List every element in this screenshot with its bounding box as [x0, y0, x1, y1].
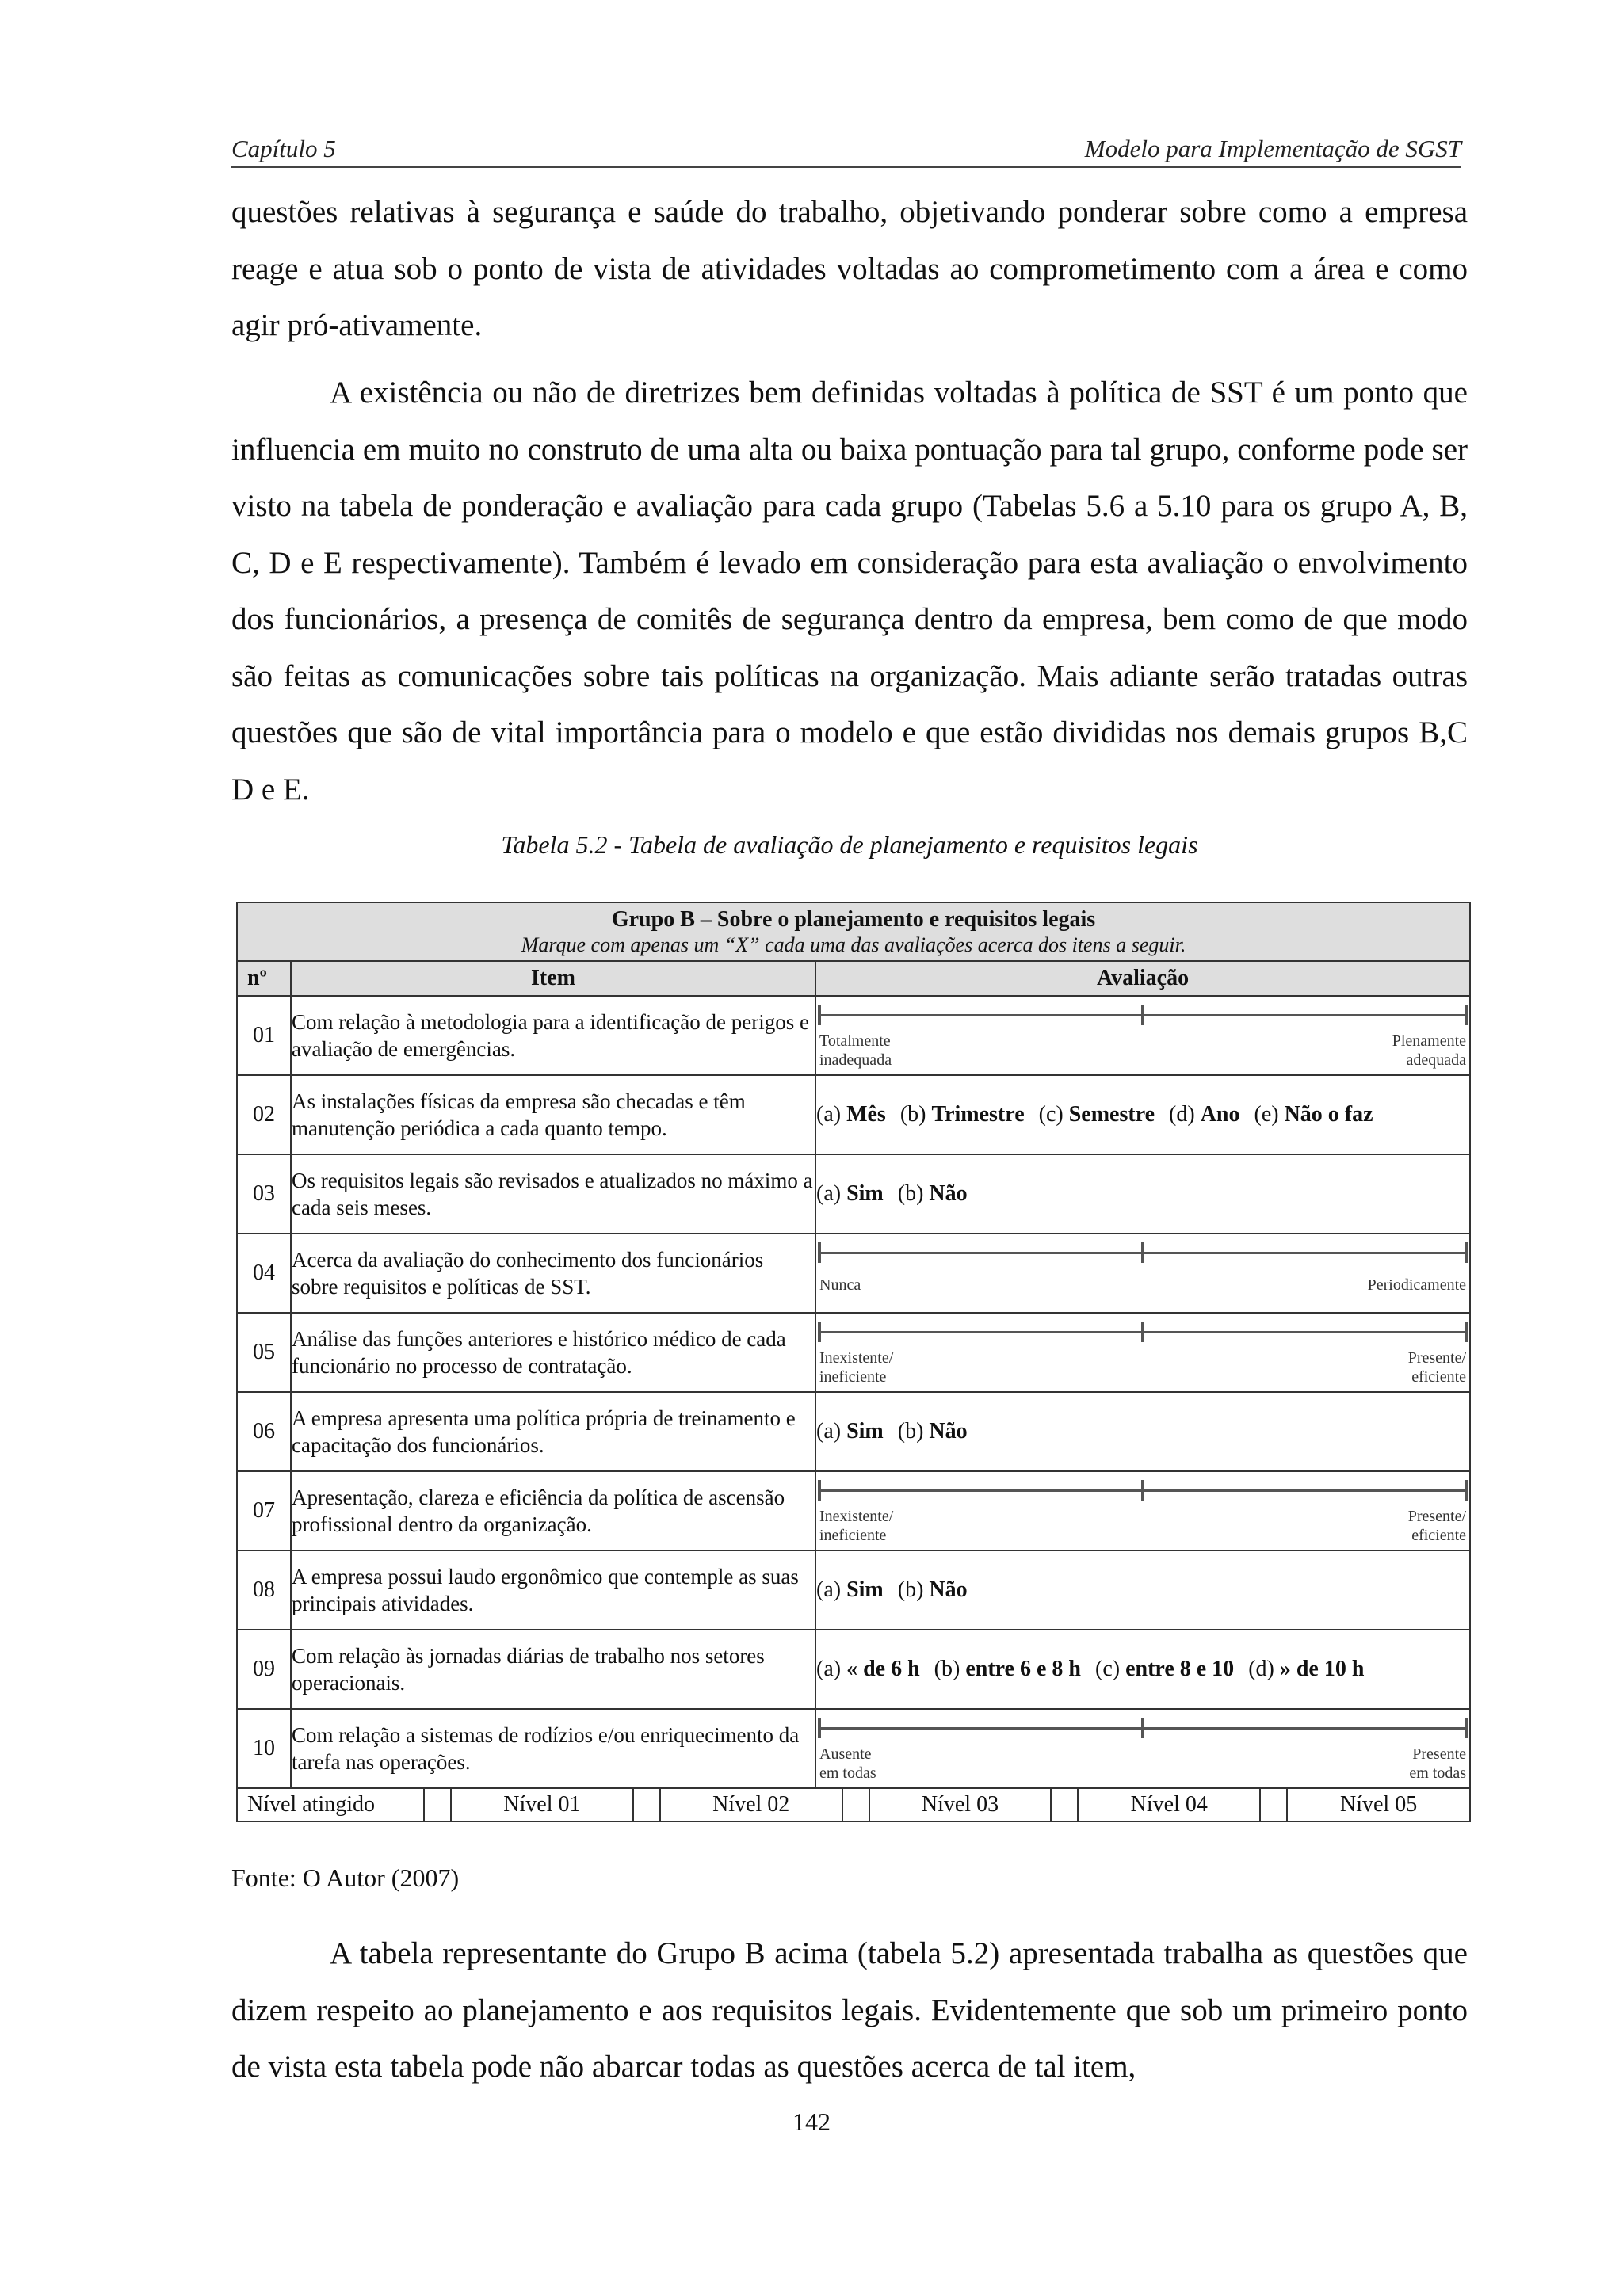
scale-tick-middle	[1141, 1718, 1144, 1738]
scale-tick-left	[818, 1480, 821, 1501]
row-item-text: Os requisitos legais são revisados e atualizados no máximo a cada seis meses.	[291, 1154, 815, 1234]
option[interactable]: (c) Semestre	[1038, 1102, 1155, 1127]
scale-tick-right	[1465, 1005, 1468, 1025]
table-row	[237, 1709, 1470, 1788]
level-checkbox[interactable]	[842, 1789, 869, 1821]
option[interactable]: (a) Sim	[816, 1577, 884, 1602]
option-list	[816, 1102, 1469, 1127]
scale-tick-left	[818, 1005, 821, 1025]
level-checkbox[interactable]	[424, 1789, 451, 1821]
row-evaluation	[815, 1075, 1470, 1154]
table-row	[237, 1550, 1470, 1630]
scale-label-high: Periodicamente	[1367, 1276, 1467, 1294]
row-number: 06	[237, 1392, 291, 1471]
option[interactable]: (a) Sim	[816, 1419, 884, 1444]
row-number: 01	[237, 996, 291, 1075]
option[interactable]: (c) entre 8 e 10	[1095, 1657, 1235, 1681]
paragraph-2: A existência ou não de diretrizes bem definidas voltadas à política de SST é um ponto que influencia em muito no construto de uma alta ou baixa pontuação para tal grupo, conforme pode ser visto na tabela de ponderação e avaliação para cada grupo (Tabelas 5.6 a 5.10 para os grupo A, B, C, D e E respectivamente). Também é levado em consideração para esta avaliação o envolvimento dos funcionários, a presença de comitês de segurança dentro da empresa, bem como de que modo são feitas as comunicações sobre tais políticas na organização. Mais adiante serão tratadas outras questões que são de vital importância para o modelo e que estão divididas nos demais grupos B,C D e E.	[231, 376, 1468, 807]
row-evaluation	[815, 1550, 1470, 1630]
table-row	[237, 1471, 1470, 1550]
level-checkbox[interactable]	[1051, 1789, 1078, 1821]
page-number: 142	[792, 2107, 831, 2136]
table-instructions: Marque com apenas um “X” cada uma das avaliações acerca dos itens a seguir.	[521, 933, 1186, 956]
row-number: 04	[237, 1234, 291, 1313]
row-evaluation	[815, 1392, 1470, 1471]
row-evaluation	[815, 1313, 1470, 1392]
column-header-item: Item	[291, 961, 815, 996]
row-evaluation	[815, 1630, 1470, 1709]
option[interactable]: (a) « de 6 h	[816, 1657, 920, 1681]
option[interactable]: (a) Sim	[816, 1181, 884, 1206]
table-row	[237, 1075, 1470, 1154]
scale-label-low: Inexistente/ ineficiente	[819, 1349, 894, 1386]
scale-label-low: Totalmente inadequada	[819, 1032, 892, 1069]
row-number: 07	[237, 1471, 291, 1550]
row-item-text: A empresa apresenta uma política própria de treinamento e capacitação dos funcionários.	[291, 1392, 815, 1471]
level-checkbox[interactable]	[1260, 1789, 1287, 1821]
level-checkbox[interactable]	[633, 1789, 660, 1821]
rating-scale[interactable]	[816, 1234, 1469, 1312]
row-number: 10	[237, 1709, 291, 1788]
column-header-evaluation: Avaliação	[815, 961, 1470, 996]
row-item-text: As instalações físicas da empresa são checadas e têm manutenção periódica a cada quanto tempo.	[291, 1075, 815, 1154]
level-label-2: Nível 02	[660, 1789, 842, 1821]
table-title: Grupo B – Sobre o planejamento e requisitos legais	[611, 907, 1096, 932]
paragraph-3: A tabela representante do Grupo B acima (tabela 5.2) apresentada trabalha as questões que dizem respeito ao planejamento e aos requisitos legais. Evidentemente que sob um primeiro ponto de vista esta tabela pode não abarcar todas as questões acerca de tal item,	[231, 1936, 1468, 2084]
scale-label-low: Nunca	[819, 1276, 861, 1294]
row-item-text: Acerca da avaliação do conhecimento dos funcionários sobre requisitos e políticas de SST.	[291, 1234, 815, 1313]
option[interactable]: (b) Não	[897, 1577, 968, 1602]
option[interactable]: (b) Não	[897, 1419, 968, 1444]
table-row	[237, 1630, 1470, 1709]
rating-scale[interactable]	[816, 1314, 1469, 1391]
column-header-number: nº	[237, 961, 291, 996]
scale-tick-middle	[1141, 1480, 1144, 1501]
row-item-text: Com relação à metodologia para a identificação de perigos e avaliação de emergências.	[291, 996, 815, 1075]
option[interactable]: (b) Não	[897, 1181, 968, 1206]
scale-label-high: Plenamente adequada	[1392, 1032, 1467, 1069]
row-evaluation	[815, 1154, 1470, 1234]
row-evaluation	[815, 1471, 1470, 1550]
section-title: Modelo para Implementação de SGST	[1084, 135, 1461, 162]
level-label-5: Nível 05	[1340, 1792, 1418, 1817]
row-evaluation	[815, 996, 1470, 1075]
level-label-3: Nível 03	[869, 1789, 1052, 1821]
scale-tick-left	[818, 1242, 821, 1263]
rating-scale[interactable]	[816, 1710, 1469, 1787]
option[interactable]: (d) » de 10 h	[1248, 1657, 1365, 1681]
option[interactable]: (e) Não o faz	[1254, 1102, 1373, 1127]
scale-tick-middle	[1141, 1005, 1144, 1025]
scale-label-low: Inexistente/ ineficiente	[819, 1508, 894, 1544]
row-number: 05	[237, 1313, 291, 1392]
table-title-cell	[237, 902, 1470, 961]
scale-label-high: Presente/ eficiente	[1407, 1349, 1467, 1386]
table-row	[237, 1234, 1470, 1313]
scale-tick-right	[1465, 1718, 1468, 1738]
row-item-text: A empresa possui laudo ergonômico que contemple as suas principais atividades.	[291, 1550, 815, 1630]
scale-tick-right	[1465, 1322, 1468, 1342]
scale-tick-right	[1465, 1242, 1468, 1263]
option[interactable]: (a) Mês	[816, 1102, 886, 1127]
row-evaluation	[815, 1234, 1470, 1313]
option[interactable]: (d) Ano	[1169, 1102, 1240, 1127]
table-row	[237, 1154, 1470, 1234]
scale-label-low: Ausente em todas	[819, 1745, 876, 1782]
row-number: 09	[237, 1630, 291, 1709]
scale-tick-left	[818, 1322, 821, 1342]
source-note: Fonte: O Autor (2007)	[231, 1863, 460, 1892]
level-label-4: Nível 04	[1078, 1789, 1260, 1821]
scale-label-high: Presente em todas	[1409, 1745, 1467, 1782]
option-list	[816, 1419, 1469, 1444]
scale-tick-left	[818, 1718, 821, 1738]
row-number: 08	[237, 1550, 291, 1630]
row-item-text: Com relação às jornadas diárias de trabalho nos setores operacionais.	[291, 1630, 815, 1709]
row-evaluation	[815, 1709, 1470, 1788]
paragraph-1: questões relativas à segurança e saúde do trabalho, objetivando ponderar sobre como a empresa reage e atua sob o ponto de vista de atividades voltadas ao comprometimento com a área e como agir pró-ativamente.	[231, 195, 1468, 342]
row-item-text: Apresentação, clareza e eficiência da política de ascensão profissional dentro da organização.	[291, 1471, 815, 1550]
option-list	[816, 1577, 1469, 1603]
row-number: 03	[237, 1154, 291, 1234]
level-label: Nível atingido	[238, 1789, 424, 1821]
scale-label-high: Presente/ eficiente	[1407, 1508, 1467, 1544]
chapter-label: Capítulo 5	[231, 135, 336, 162]
level-row	[237, 1788, 1470, 1821]
evaluation-table	[236, 902, 1471, 1822]
option-list	[816, 1657, 1469, 1682]
table-caption: Tabela 5.2 - Tabela de avaliação de planejamento e requisitos legais	[501, 830, 1198, 859]
level-label-1: Nível 01	[451, 1789, 633, 1821]
table-row	[237, 996, 1470, 1075]
scale-tick-right	[1465, 1480, 1468, 1501]
scale-tick-middle	[1141, 1242, 1144, 1263]
row-number: 02	[237, 1075, 291, 1154]
option-list	[816, 1181, 1469, 1207]
table-row	[237, 1313, 1470, 1392]
row-item-text: Análise das funções anteriores e histórico médico de cada funcionário no processo de contratação.	[291, 1313, 815, 1392]
option[interactable]: (b) entre 6 e 8 h	[934, 1657, 1081, 1681]
running-header	[231, 133, 1461, 168]
rating-scale[interactable]	[816, 1472, 1469, 1550]
table-row	[237, 1392, 1470, 1471]
scale-tick-middle	[1141, 1322, 1144, 1342]
option[interactable]: (b) Trimestre	[899, 1102, 1025, 1127]
rating-scale[interactable]	[816, 997, 1469, 1074]
row-item-text: Com relação a sistemas de rodízios e/ou enriquecimento da tarefa nas operações.	[291, 1709, 815, 1788]
